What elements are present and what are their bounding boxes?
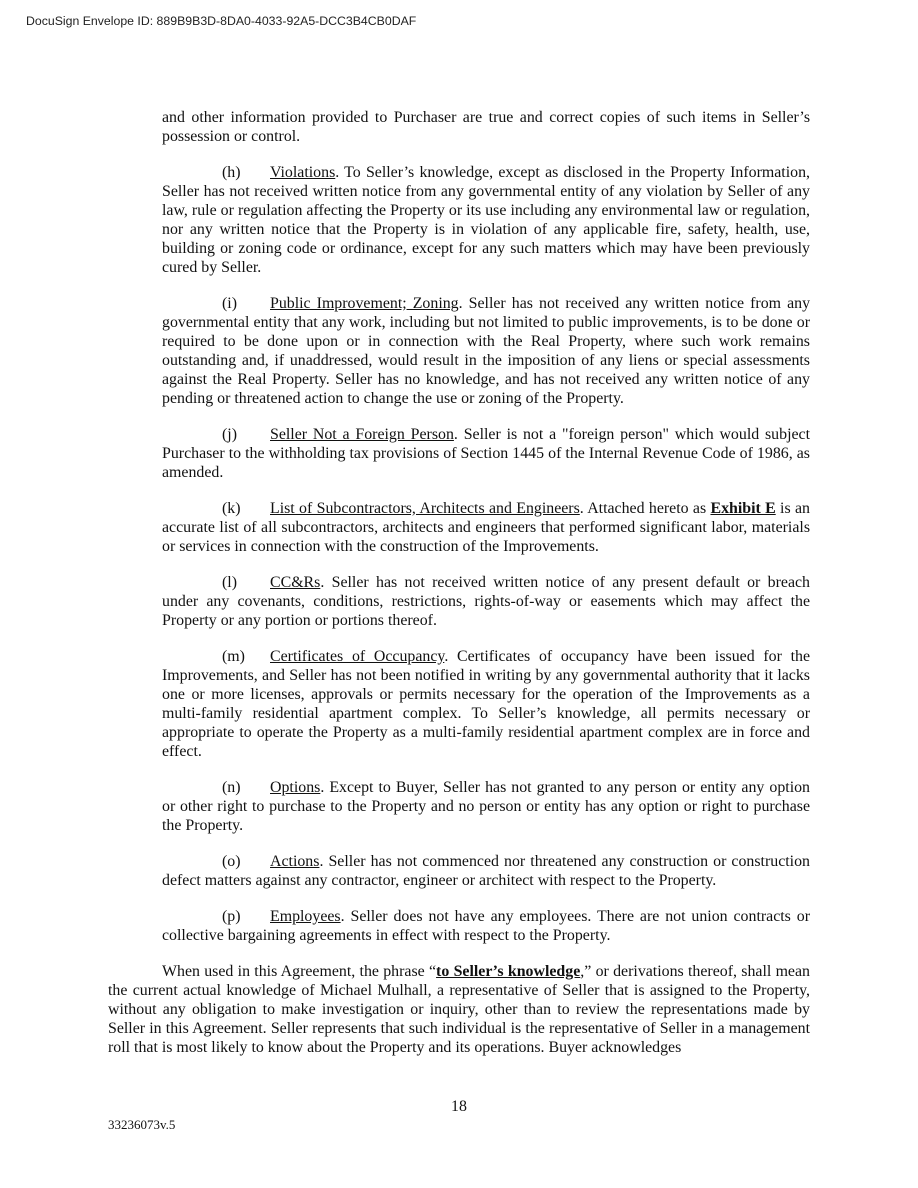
section-j	[162, 425, 810, 482]
section-n	[162, 778, 810, 835]
document-id: 33236073v.5	[108, 1117, 176, 1132]
section-text: . Certificates of occupancy have been issued for the Improvements, and Seller has not been notified in writing by any governmental authority that it lacks one or more licenses, approvals or permits necessary for the operation of the Improvements as a multi-family residential apartment complex. To Seller’s knowledge, all permits necessary or appropriate to operate the Property as a multi-family residential apartment complex are in force and effect.	[162, 648, 810, 760]
section-heading: Actions	[270, 853, 320, 870]
section-text: . Seller does not have any employees. There are not union contracts or collective bargaining agreements in effect with respect to the Property.	[162, 908, 810, 944]
section-heading: Options	[270, 779, 321, 796]
section-text: . Seller has not commenced nor threatened any construction or construction defect matters against any contractor, engineer or architect with respect to the Property.	[162, 853, 810, 889]
intro-paragraph: and other information provided to Purchaser are true and correct copies of such items in Seller’s possession or control.	[162, 109, 810, 145]
section-text: . To Seller’s knowledge, except as disclosed in the Property Information, Seller has not received written notice from any governmental entity of any violation by Seller of any law, rule or regulation affecting the Property or its use including any environmental law or regulation, nor any written notice that the Property is in violation of any applicable fire, safety, health, use, building or zoning code or ordinance, except for any such matters which may have been previously cured by Seller.	[162, 164, 810, 276]
section-text: . Except to Buyer, Seller has not granted to any person or entity any option or other right to purchase to the Property and no person or entity has any option or right to purchase the Property.	[162, 779, 810, 834]
section-number: (i)	[222, 295, 237, 312]
section-number: (n)	[222, 779, 241, 796]
envelope-id: DocuSign Envelope ID: 889B9B3D-8DA0-4033-92A5-DCC3B4CB0DAF	[26, 14, 417, 28]
document-body	[108, 108, 811, 1074]
knowledge-paragraph	[108, 962, 810, 1057]
section-number: (m)	[222, 648, 245, 665]
section-text: . Attached hereto as	[579, 500, 711, 517]
section-heading: Seller Not a Foreign Person	[270, 426, 454, 443]
section-heading: CC&Rs	[270, 574, 321, 591]
section-number: (l)	[222, 574, 237, 591]
section-number: (h)	[222, 164, 241, 181]
page-number: 18	[451, 1098, 467, 1115]
section-p	[162, 907, 810, 945]
section-i	[162, 294, 810, 408]
section-h	[162, 163, 810, 277]
section-text: . Seller has not received any written notice from any governmental entity that any work, including but not limited to public improvements, is to be done or required to be done upon or in connection with the Real Property, where such work remains outstanding and, if unaddressed, would result in the imposition of any liens or special assessments against the Real Property. Seller has no knowledge, and has not received any written notice of any pending or threatened action to change the use or zoning of the Property.	[162, 295, 811, 407]
section-text: . Seller is not a "foreign person" which would subject Purchaser to the withholding tax provisions of Section 1445 of the Internal Revenue Code of 1986, as amended.	[162, 426, 811, 481]
final-defined-term: to Seller’s knowledge	[436, 963, 581, 980]
section-text: . Seller has not received written notice of any present default or breach under any covenants, conditions, restrictions, rights-of-way or easements which may affect the Property or any portion or portions thereof.	[162, 574, 810, 629]
sections	[162, 163, 810, 945]
section-number: (p)	[222, 908, 241, 925]
section-heading: Employees	[270, 908, 341, 925]
section-heading: List of Subcontractors, Architects and Engineers	[270, 500, 580, 517]
section-k	[162, 499, 810, 556]
section-heading: Public Improvement; Zoning	[270, 295, 459, 312]
section-number: (j)	[222, 426, 237, 443]
final-after: ,” or derivations thereof, shall mean the current actual knowledge of Michael Mulhall, a representative of Seller that is assigned to the Property, without any obligation to make investigation or inquiry, other than to review the representations made by Seller in this Agreement. Seller represents that such individual is the representative of Seller in a management roll that is most likely to know about the Property and its operations. Buyer acknowledges	[108, 963, 810, 1056]
section-o	[162, 852, 810, 890]
section-heading: Certificates of Occupancy	[270, 648, 445, 665]
final-before: When used in this Agreement, the phrase “	[162, 963, 437, 980]
section-number: (k)	[222, 500, 241, 517]
section-text-continued: is an accurate list of all subcontractors, architects and engineers that performed significant labor, materials or services in connection with the construction of the Improvements.	[162, 500, 810, 555]
section-l	[162, 573, 810, 630]
section-number: (o)	[222, 853, 241, 870]
section-m	[162, 647, 810, 761]
exhibit-reference: Exhibit E	[710, 500, 776, 517]
section-heading: Violations	[270, 164, 336, 181]
